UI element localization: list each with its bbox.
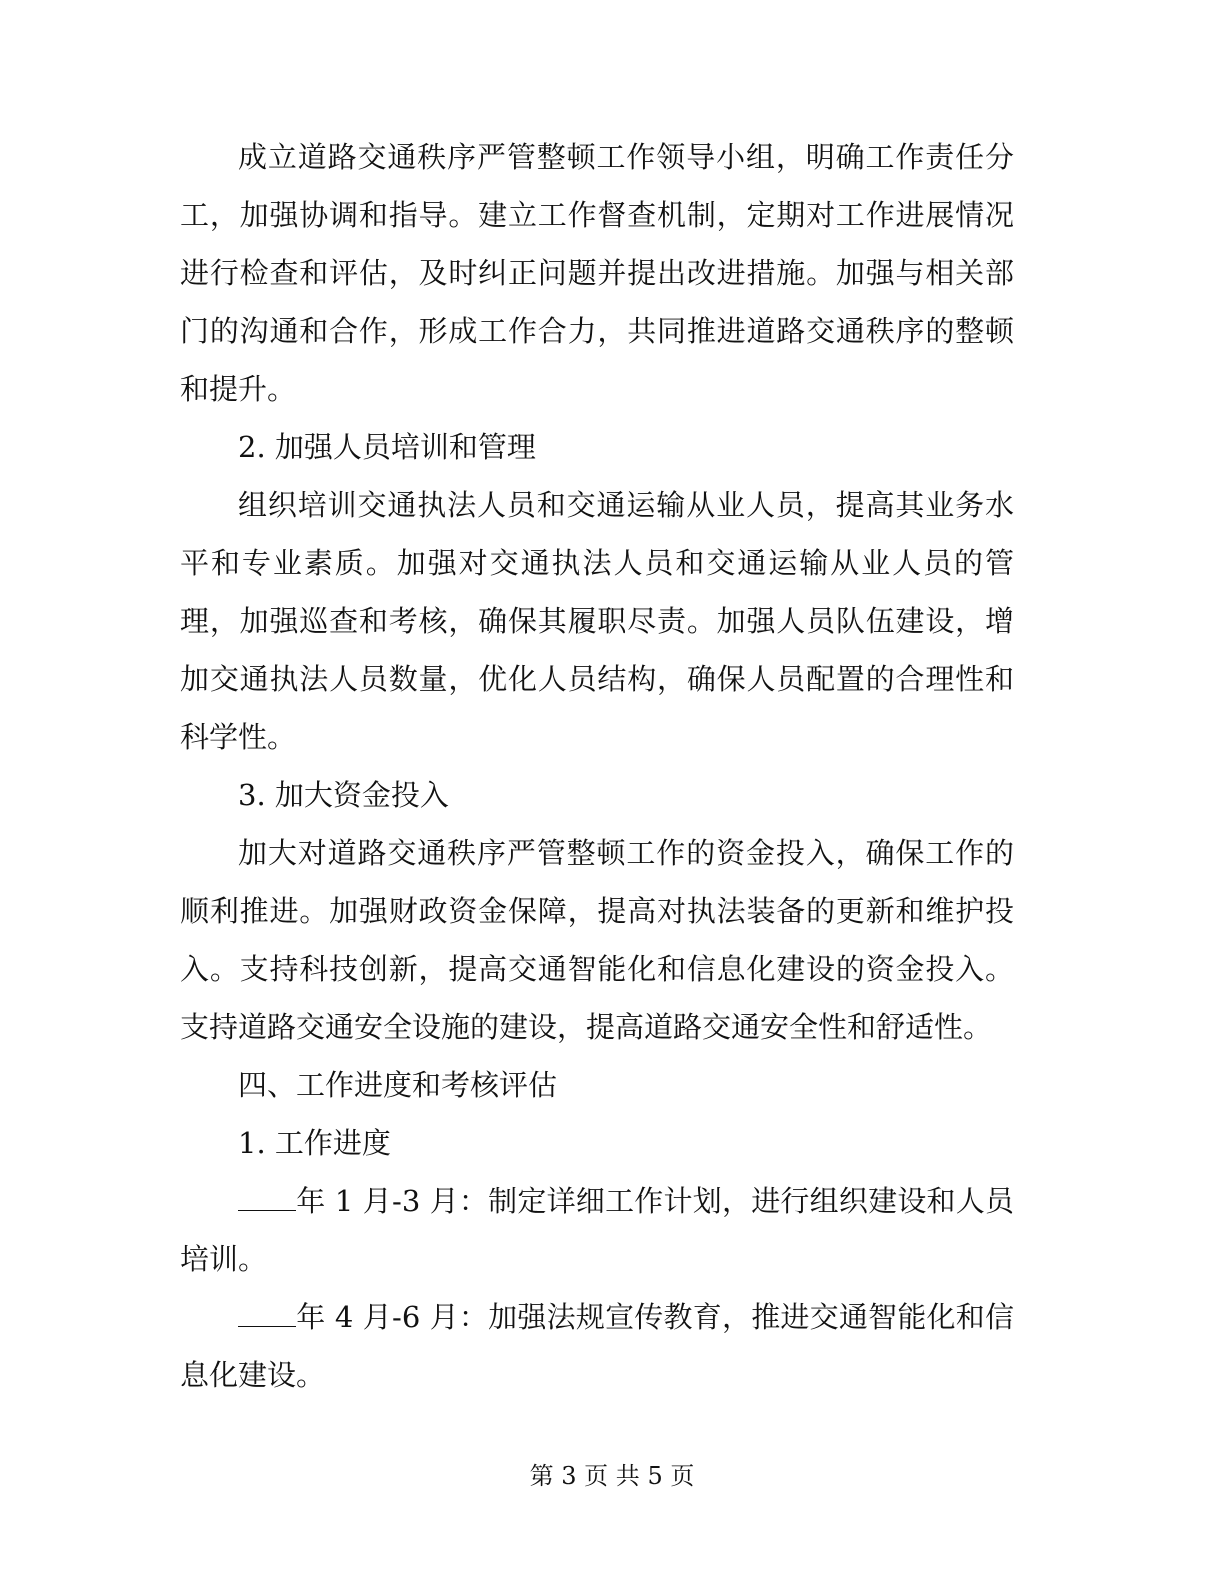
heading-work-progress: 1. 工作进度 [238,1126,391,1160]
paragraph-training: 组织培训交通执法人员和交通运输从业人员，提高其业务水平和专业素质。加强对交通执法人员和交通运输从业人员的管理，加强巡查和考核，确保其履职尽责。加强人员队伍建设，增加交通执法人员数量，优化人员结构，确保人员配置的合理性和科学性。 [180,488,1014,754]
paragraph-organization: 成立道路交通秩序严管整顿工作领导小组，明确工作责任分工，加强协调和指导。建立工作督查机制，定期对工作进展情况进行检查和评估，及时纠正问题并提出改进措施。加强与相关部门的沟通和合作，形成工作合力，共同推进道路交通秩序的整顿和提升。 [180,140,1014,406]
schedule-text-q1: 年 1 月-3 月：制定详细工作计划，进行组织建设和人员培训。 [180,1184,1014,1276]
schedule-item-q2 [180,1288,1014,1404]
schedule-item-q1 [180,1172,1014,1288]
year-blank [238,1188,296,1211]
page-footer: 第 3 页 共 5 页 [529,1462,695,1490]
heading-training: 2. 加强人员培训和管理 [238,430,536,464]
section-heading-progress: 四、工作进度和考核评估 [238,1068,558,1102]
document-body [180,128,1014,1404]
paragraph-funding: 加大对道路交通秩序严管整顿工作的资金投入，确保工作的顺利推进。加强财政资金保障，提高对执法装备的更新和维护投入。支持科技创新，提高交通智能化和信息化建设的资金投入。支持道路交通安全设施的建设，提高道路交通安全性和舒适性。 [180,836,1014,1044]
heading-funding: 3. 加大资金投入 [238,778,449,812]
year-blank [238,1304,296,1327]
schedule-text-q2: 年 4 月-6 月：加强法规宣传教育，推进交通智能化和信息化建设。 [180,1300,1014,1392]
